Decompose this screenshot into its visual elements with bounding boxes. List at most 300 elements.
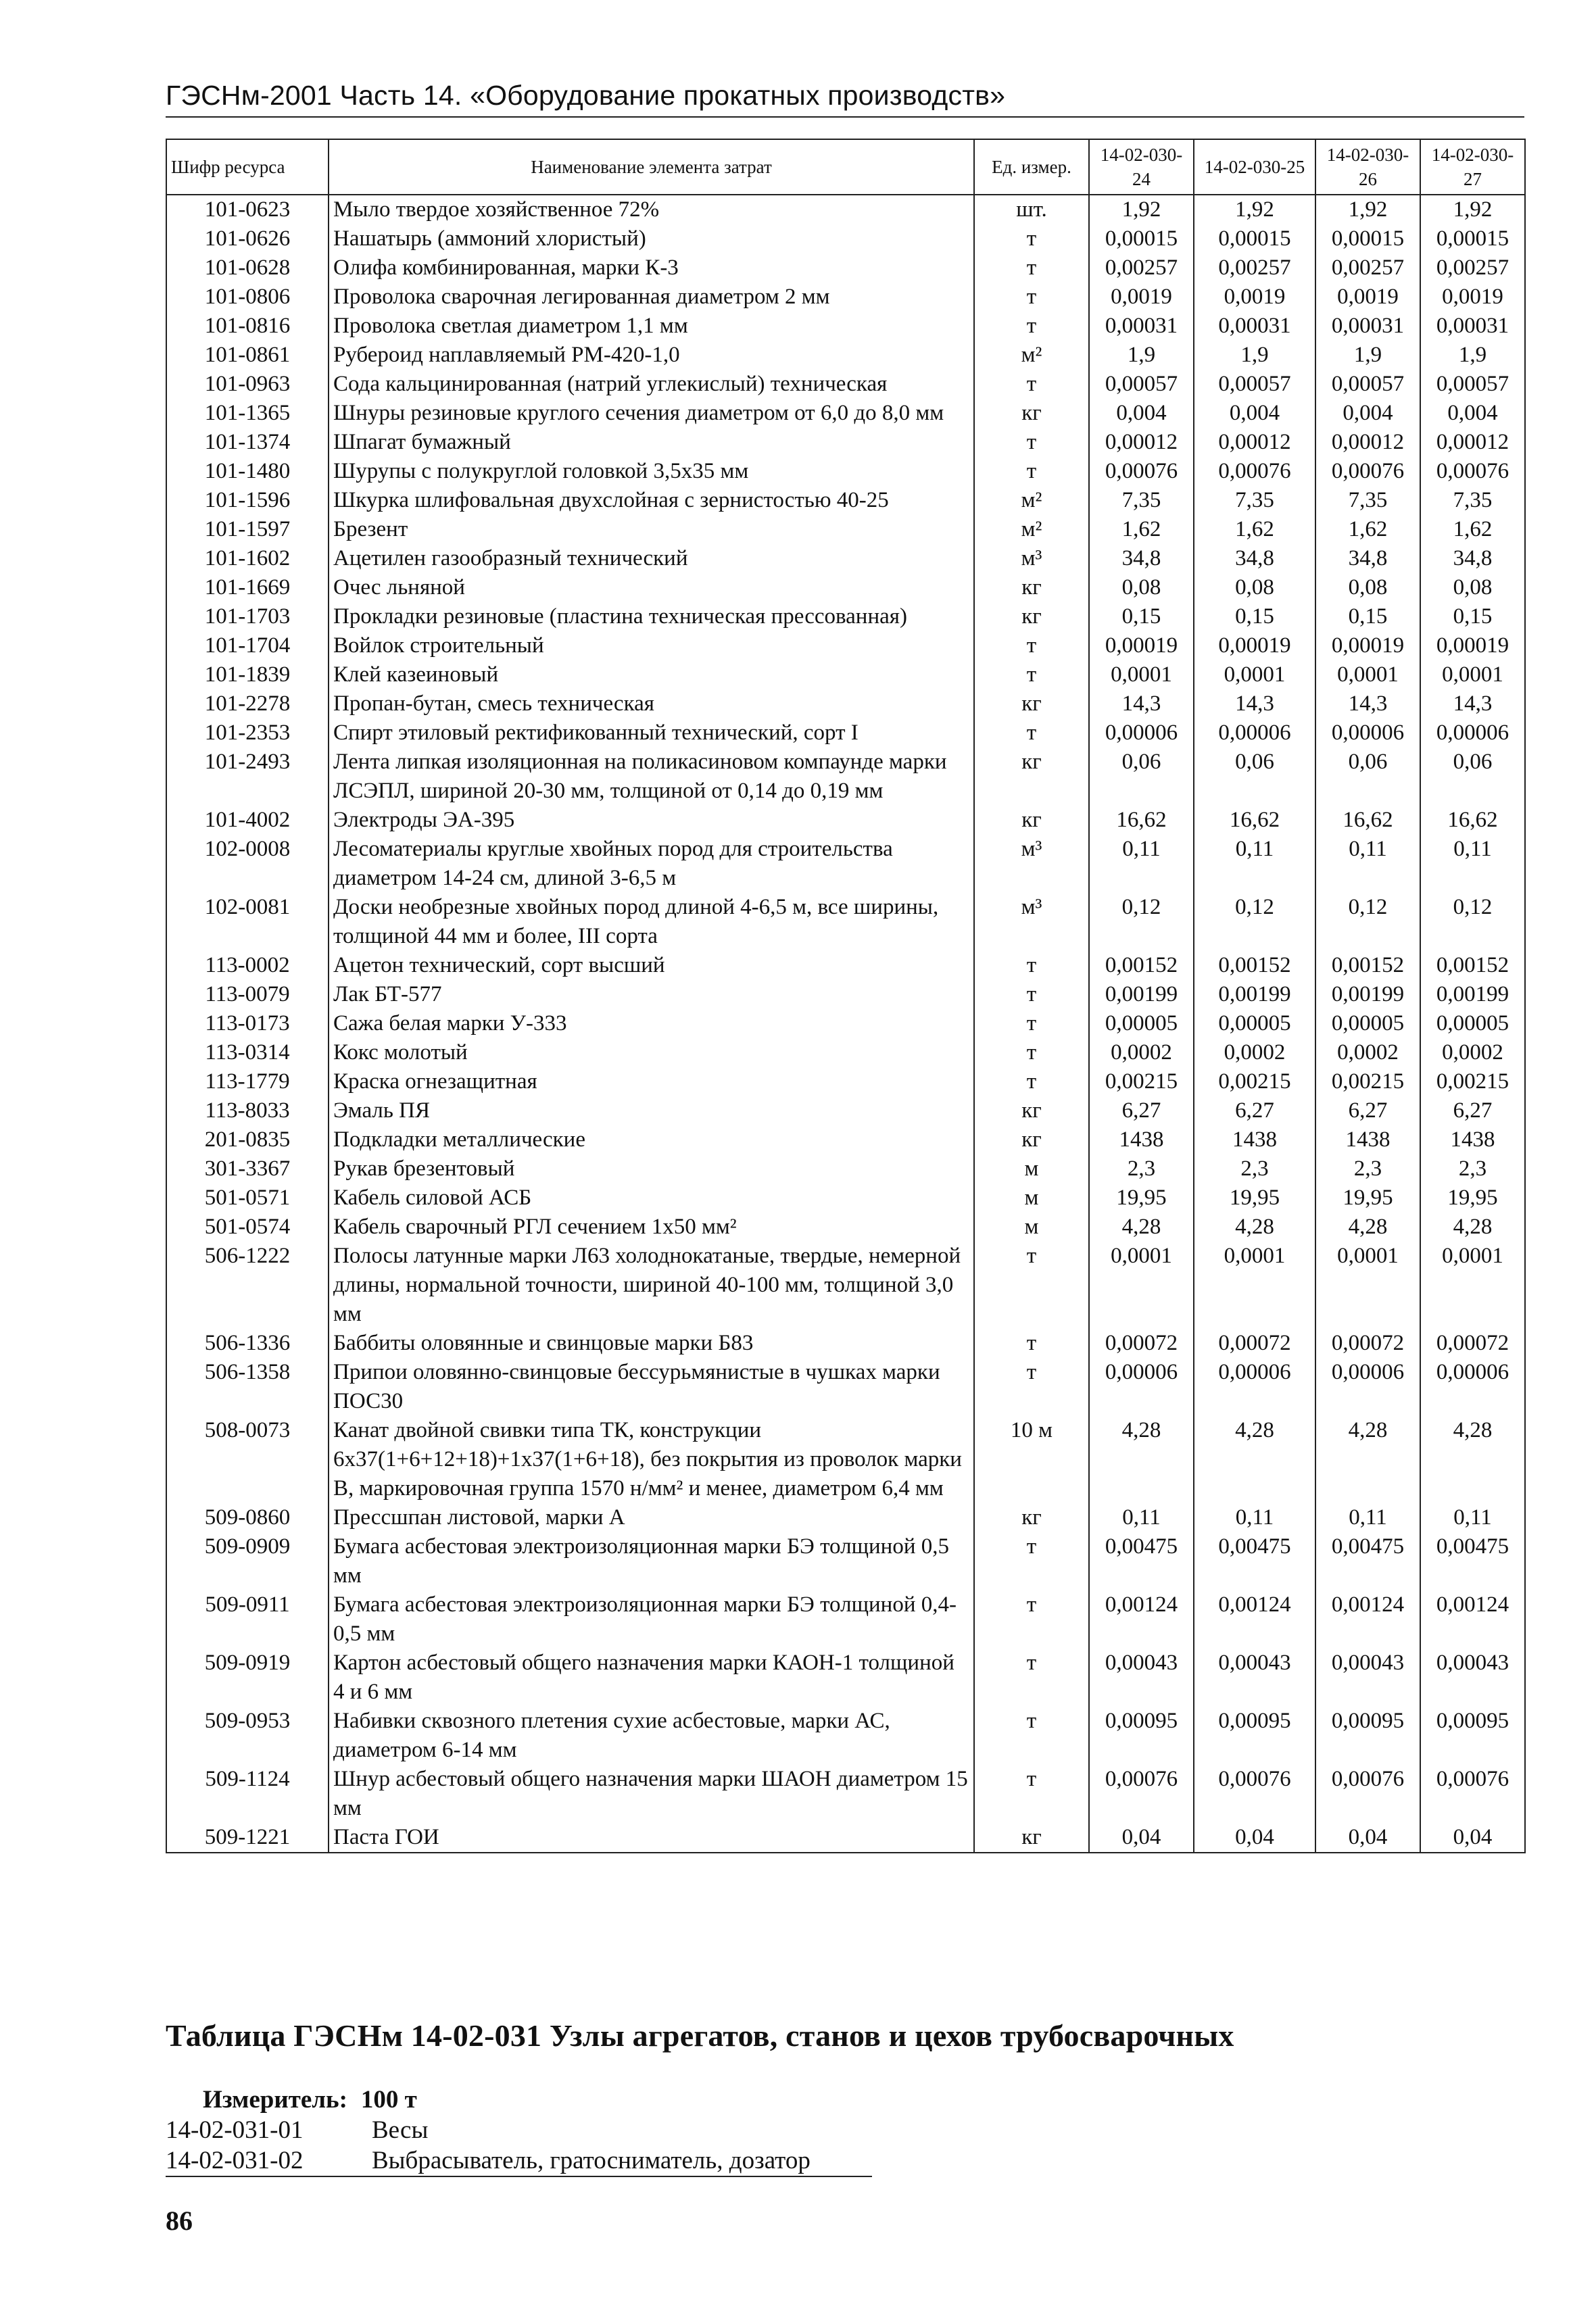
- value-col2: 0,00012: [1194, 428, 1315, 457]
- resource-unit: м²: [974, 515, 1089, 544]
- value-col1: 0,00152: [1089, 951, 1194, 980]
- resource-unit: шт.: [974, 195, 1089, 224]
- resource-unit: т: [974, 1532, 1089, 1590]
- value-col2: 0,08: [1194, 573, 1315, 602]
- value-col2: 14,3: [1194, 689, 1315, 718]
- value-col3: 0,00199: [1315, 980, 1420, 1009]
- value-col2: 0,00005: [1194, 1009, 1315, 1038]
- resource-table: [166, 139, 1526, 1853]
- value-col3: 0,00475: [1315, 1532, 1420, 1590]
- resource-code: 101-1669: [166, 573, 329, 602]
- resource-unit: кг: [974, 1096, 1089, 1125]
- table-row: [166, 1009, 1525, 1038]
- value-col2: 0,00006: [1194, 1358, 1315, 1416]
- table-row: [166, 283, 1525, 312]
- subtable-code: 14-02-031-02: [166, 2147, 304, 2174]
- subtable-code: 14-02-031-01: [166, 2116, 304, 2144]
- value-col4: 0,00124: [1420, 1590, 1525, 1649]
- resource-name: Ацетилен газообразный технический: [329, 544, 974, 573]
- resource-code: 101-0623: [166, 195, 329, 224]
- table-row: [166, 1213, 1525, 1242]
- subtable-name: Выбрасыватель, гратосниматель, дозатор: [372, 2147, 811, 2174]
- value-col1: 0,00031: [1089, 312, 1194, 341]
- value-col2: 0,00199: [1194, 980, 1315, 1009]
- table-header-row: [166, 139, 1525, 195]
- value-col4: 1,9: [1420, 341, 1525, 370]
- resource-name: Рукав брезентовый: [329, 1154, 974, 1184]
- resource-unit: т: [974, 1067, 1089, 1096]
- resource-unit: т: [974, 1358, 1089, 1416]
- value-col3: 0,06: [1315, 748, 1420, 806]
- table-body: [166, 195, 1525, 1853]
- resource-code: 101-1704: [166, 631, 329, 660]
- resource-name: Кокс молотый: [329, 1038, 974, 1067]
- resource-code: 509-0909: [166, 1532, 329, 1590]
- subtable-row: [166, 2116, 428, 2145]
- value-col4: 1,92: [1420, 195, 1525, 224]
- resource-unit: кг: [974, 573, 1089, 602]
- value-col3: 0,11: [1315, 835, 1420, 893]
- resource-name: Канат двойной свивки типа ТК, конструкции 6x37(1+6+12+18)+1x37(1+6+18), без покрытия из проволок марки В, маркировочная группа 1570 н/мм² и менее, диаметром 6,4 мм: [329, 1416, 974, 1503]
- resource-code: 101-1602: [166, 544, 329, 573]
- value-col3: 0,00031: [1315, 312, 1420, 341]
- meter-value: 100 т: [360, 2086, 417, 2114]
- resource-code: 509-0911: [166, 1590, 329, 1649]
- value-col4: 14,3: [1420, 689, 1525, 718]
- value-col4: 4,28: [1420, 1213, 1525, 1242]
- value-col1: 0,00015: [1089, 224, 1194, 253]
- value-col3: 0,11: [1315, 1503, 1420, 1532]
- resource-unit: т: [974, 457, 1089, 486]
- resource-name: Кабель силовой АСБ: [329, 1184, 974, 1213]
- meter-label: Измеритель:: [203, 2086, 347, 2114]
- resource-code: 201-0835: [166, 1125, 329, 1154]
- value-col2: 0,00475: [1194, 1532, 1315, 1590]
- value-col2: 0,00006: [1194, 718, 1315, 748]
- resource-code: 101-2278: [166, 689, 329, 718]
- resource-name: Краска огнезащитная: [329, 1067, 974, 1096]
- value-col1: 1,92: [1089, 195, 1194, 224]
- resource-unit: м²: [974, 486, 1089, 515]
- value-col1: 0,00124: [1089, 1590, 1194, 1649]
- value-col3: 0,00257: [1315, 253, 1420, 283]
- resource-name: Шпагат бумажный: [329, 428, 974, 457]
- value-col4: 0,0002: [1420, 1038, 1525, 1067]
- table-row: [166, 1765, 1525, 1823]
- value-col1: 0,0001: [1089, 660, 1194, 689]
- resource-code: 102-0008: [166, 835, 329, 893]
- resource-code: 113-8033: [166, 1096, 329, 1125]
- resource-code: 101-1703: [166, 602, 329, 631]
- value-col4: 0,00006: [1420, 718, 1525, 748]
- value-col2: 0,0001: [1194, 660, 1315, 689]
- resource-code: 509-1221: [166, 1823, 329, 1853]
- value-col1: 0,00006: [1089, 718, 1194, 748]
- resource-unit: м³: [974, 893, 1089, 951]
- resource-code: 506-1222: [166, 1242, 329, 1329]
- running-header: ГЭСНм-2001 Часть 14. «Оборудование прокатных производств»: [166, 80, 1006, 111]
- resource-unit: м: [974, 1213, 1089, 1242]
- value-col3: 1438: [1315, 1125, 1420, 1154]
- resource-name: Ацетон технический, сорт высший: [329, 951, 974, 980]
- value-col3: 0,08: [1315, 573, 1420, 602]
- value-col2: 16,62: [1194, 806, 1315, 835]
- value-col3: 4,28: [1315, 1213, 1420, 1242]
- resource-code: 113-0002: [166, 951, 329, 980]
- value-col4: 0,00006: [1420, 1358, 1525, 1416]
- value-col1: 0,00005: [1089, 1009, 1194, 1038]
- value-col4: 0,11: [1420, 1503, 1525, 1532]
- value-col2: 0,00095: [1194, 1707, 1315, 1765]
- resource-name: Сажа белая марки У-333: [329, 1009, 974, 1038]
- resource-name: Подкладки металлические: [329, 1125, 974, 1154]
- resource-code: 501-0574: [166, 1213, 329, 1242]
- value-col3: 0,00012: [1315, 428, 1420, 457]
- value-col3: 0,04: [1315, 1823, 1420, 1853]
- value-col1: 0,06: [1089, 748, 1194, 806]
- value-col4: 4,28: [1420, 1416, 1525, 1503]
- resource-unit: 10 м: [974, 1416, 1089, 1503]
- value-col2: 0,00043: [1194, 1649, 1315, 1707]
- resource-unit: т: [974, 1765, 1089, 1823]
- resource-unit: кг: [974, 748, 1089, 806]
- value-col1: 4,28: [1089, 1213, 1194, 1242]
- value-col4: 6,27: [1420, 1096, 1525, 1125]
- resource-unit: т: [974, 1329, 1089, 1358]
- resource-code: 101-0861: [166, 341, 329, 370]
- resource-unit: т: [974, 1038, 1089, 1067]
- value-col1: 0,00076: [1089, 1765, 1194, 1823]
- value-col4: 0,00012: [1420, 428, 1525, 457]
- resource-code: 101-1374: [166, 428, 329, 457]
- value-col2: 6,27: [1194, 1096, 1315, 1125]
- resource-name: Брезент: [329, 515, 974, 544]
- value-col4: 2,3: [1420, 1154, 1525, 1184]
- resource-code: 101-1596: [166, 486, 329, 515]
- value-col3: 0,00215: [1315, 1067, 1420, 1096]
- resource-name: Шнур асбестовый общего назначения марки ШАОН диаметром 15 мм: [329, 1765, 974, 1823]
- resource-code: 102-0081: [166, 893, 329, 951]
- value-col1: 19,95: [1089, 1184, 1194, 1213]
- value-col2: 0,00019: [1194, 631, 1315, 660]
- value-col1: 0,00072: [1089, 1329, 1194, 1358]
- table-row: [166, 689, 1525, 718]
- resource-code: 508-0073: [166, 1416, 329, 1503]
- table-row: [166, 1154, 1525, 1184]
- resource-code: 113-0314: [166, 1038, 329, 1067]
- value-col1: 0,00095: [1089, 1707, 1194, 1765]
- resource-unit: т: [974, 312, 1089, 341]
- resource-name: Бумага асбестовая электроизоляционная марки БЭ толщиной 0,5 мм: [329, 1532, 974, 1590]
- value-col4: 0,00257: [1420, 253, 1525, 283]
- value-col1: 34,8: [1089, 544, 1194, 573]
- value-col3: 4,28: [1315, 1416, 1420, 1503]
- value-col4: 0,00215: [1420, 1067, 1525, 1096]
- table-row: [166, 544, 1525, 573]
- resource-name: Бумага асбестовая электроизоляционная марки БЭ толщиной 0,4-0,5 мм: [329, 1590, 974, 1649]
- resource-code: 101-0963: [166, 370, 329, 399]
- value-col2: 4,28: [1194, 1213, 1315, 1242]
- value-col4: 0,00152: [1420, 951, 1525, 980]
- resource-code: 113-1779: [166, 1067, 329, 1096]
- value-col1: 0,11: [1089, 1503, 1194, 1532]
- resource-unit: т: [974, 283, 1089, 312]
- value-col3: 1,9: [1315, 341, 1420, 370]
- value-col1: 0,00019: [1089, 631, 1194, 660]
- value-col3: 0,0019: [1315, 283, 1420, 312]
- resource-name: Доски необрезные хвойных пород длиной 4-6,5 м, все ширины, толщиной 44 мм и более, III сорта: [329, 893, 974, 951]
- value-col2: 34,8: [1194, 544, 1315, 573]
- value-col1: 0,11: [1089, 835, 1194, 893]
- table-row: [166, 660, 1525, 689]
- resource-code: 113-0079: [166, 980, 329, 1009]
- resource-name: Мыло твердое хозяйственное 72%: [329, 195, 974, 224]
- resource-code: 101-1365: [166, 399, 329, 428]
- value-col3: 0,00006: [1315, 718, 1420, 748]
- table-row: [166, 195, 1525, 224]
- value-col4: 0,00031: [1420, 312, 1525, 341]
- resource-unit: т: [974, 951, 1089, 980]
- table-row: [166, 1707, 1525, 1765]
- table-row: [166, 370, 1525, 399]
- value-col3: 7,35: [1315, 486, 1420, 515]
- value-col2: 0,00215: [1194, 1067, 1315, 1096]
- value-col1: 0,0019: [1089, 283, 1194, 312]
- resource-name: Паста ГОИ: [329, 1823, 974, 1853]
- value-col4: 0,00072: [1420, 1329, 1525, 1358]
- value-col4: 0,00019: [1420, 631, 1525, 660]
- resource-unit: м³: [974, 544, 1089, 573]
- resource-unit: т: [974, 718, 1089, 748]
- table-row: [166, 602, 1525, 631]
- resource-unit: т: [974, 428, 1089, 457]
- header-col3: 14-02-030-26: [1315, 139, 1420, 195]
- value-col3: 0,00072: [1315, 1329, 1420, 1358]
- table-row: [166, 457, 1525, 486]
- resource-name: Проволока сварочная легированная диаметром 2 мм: [329, 283, 974, 312]
- resource-name: Прессшпан листовой, марки А: [329, 1503, 974, 1532]
- resource-code: 506-1336: [166, 1329, 329, 1358]
- value-col2: 0,00031: [1194, 312, 1315, 341]
- value-col1: 1438: [1089, 1125, 1194, 1154]
- value-col4: 0,0001: [1420, 660, 1525, 689]
- resource-code: 101-0806: [166, 283, 329, 312]
- value-col3: 0,00076: [1315, 457, 1420, 486]
- value-col3: 0,00019: [1315, 631, 1420, 660]
- resource-unit: т: [974, 1590, 1089, 1649]
- value-col3: 34,8: [1315, 544, 1420, 573]
- value-col1: 0,08: [1089, 573, 1194, 602]
- value-col4: 19,95: [1420, 1184, 1525, 1213]
- value-col4: 0,00015: [1420, 224, 1525, 253]
- value-col2: 0,00124: [1194, 1590, 1315, 1649]
- resource-code: 509-0919: [166, 1649, 329, 1707]
- table-row: [166, 1067, 1525, 1096]
- table-row: [166, 399, 1525, 428]
- value-col4: 7,35: [1420, 486, 1525, 515]
- resource-unit: т: [974, 370, 1089, 399]
- value-col2: 0,00152: [1194, 951, 1315, 980]
- resource-name: Рубероид наплавляемый РМ-420-1,0: [329, 341, 974, 370]
- value-col3: 0,0001: [1315, 1242, 1420, 1329]
- table-row: [166, 631, 1525, 660]
- resource-code: 113-0173: [166, 1009, 329, 1038]
- value-col3: 0,00006: [1315, 1358, 1420, 1416]
- table-row: [166, 1096, 1525, 1125]
- table-row: [166, 980, 1525, 1009]
- resource-name: Набивки сквозного плетения сухие асбестовые, марки АС, диаметром 6-14 мм: [329, 1707, 974, 1765]
- value-col2: 0,00015: [1194, 224, 1315, 253]
- value-col2: 0,00257: [1194, 253, 1315, 283]
- resource-unit: м²: [974, 341, 1089, 370]
- value-col3: 0,15: [1315, 602, 1420, 631]
- resource-unit: т: [974, 631, 1089, 660]
- table-row: [166, 1532, 1525, 1590]
- resource-code: 506-1358: [166, 1358, 329, 1416]
- value-col2: 1,9: [1194, 341, 1315, 370]
- table-row: [166, 1184, 1525, 1213]
- value-col1: 14,3: [1089, 689, 1194, 718]
- value-col4: 1,62: [1420, 515, 1525, 544]
- resource-name: Клей казеиновый: [329, 660, 974, 689]
- resource-name: Припои оловянно-свинцовые бессурьмянистые в чушках марки ПОС30: [329, 1358, 974, 1416]
- section-title: Таблица ГЭСНм 14-02-031 Узлы агрегатов, станов и цехов трубосварочных: [166, 2018, 1234, 2053]
- value-col4: 0,00199: [1420, 980, 1525, 1009]
- value-col3: 0,00124: [1315, 1590, 1420, 1649]
- value-col2: 1,62: [1194, 515, 1315, 544]
- resource-unit: кг: [974, 806, 1089, 835]
- value-col1: 0,12: [1089, 893, 1194, 951]
- table-row: [166, 1823, 1525, 1853]
- value-col2: 0,004: [1194, 399, 1315, 428]
- value-col1: 0,00199: [1089, 980, 1194, 1009]
- value-col1: 0,00215: [1089, 1067, 1194, 1096]
- value-col1: 0,00076: [1089, 457, 1194, 486]
- value-col2: 7,35: [1194, 486, 1315, 515]
- resource-code: 101-2493: [166, 748, 329, 806]
- resource-name: Проволока светлая диаметром 1,1 мм: [329, 312, 974, 341]
- value-col3: 0,00152: [1315, 951, 1420, 980]
- value-col1: 1,9: [1089, 341, 1194, 370]
- value-col4: 0,12: [1420, 893, 1525, 951]
- resource-name: Лак БТ-577: [329, 980, 974, 1009]
- resource-code: 509-0953: [166, 1707, 329, 1765]
- resource-code: 101-1480: [166, 457, 329, 486]
- resource-name: Прокладки резиновые (пластина техническая прессованная): [329, 602, 974, 631]
- value-col2: 4,28: [1194, 1416, 1315, 1503]
- value-col1: 0,00257: [1089, 253, 1194, 283]
- resource-name: Кабель сварочный РГЛ сечением 1x50 мм²: [329, 1213, 974, 1242]
- value-col1: 0,004: [1089, 399, 1194, 428]
- subtable-name: Весы: [372, 2116, 429, 2144]
- table-row: [166, 1125, 1525, 1154]
- header-unit: Ед. измер.: [974, 139, 1089, 195]
- resource-name: Войлок строительный: [329, 631, 974, 660]
- value-col1: 1,62: [1089, 515, 1194, 544]
- value-col3: 6,27: [1315, 1096, 1420, 1125]
- value-col1: 0,0001: [1089, 1242, 1194, 1329]
- resource-code: 101-1839: [166, 660, 329, 689]
- resource-unit: кг: [974, 1125, 1089, 1154]
- resource-unit: м³: [974, 835, 1089, 893]
- value-col4: 0,00057: [1420, 370, 1525, 399]
- value-col2: 0,12: [1194, 893, 1315, 951]
- resource-unit: т: [974, 224, 1089, 253]
- value-col3: 0,004: [1315, 399, 1420, 428]
- table-row: [166, 515, 1525, 544]
- resource-code: 509-0860: [166, 1503, 329, 1532]
- table-row: [166, 573, 1525, 602]
- value-col1: 7,35: [1089, 486, 1194, 515]
- resource-unit: т: [974, 1707, 1089, 1765]
- bottom-rule: [166, 2176, 872, 2177]
- resource-code: 101-1597: [166, 515, 329, 544]
- table-row: [166, 1038, 1525, 1067]
- value-col3: 16,62: [1315, 806, 1420, 835]
- value-col3: 0,00043: [1315, 1649, 1420, 1707]
- value-col4: 0,06: [1420, 748, 1525, 806]
- header-col4: 14-02-030-27: [1420, 139, 1525, 195]
- resource-name: Электроды ЭА-395: [329, 806, 974, 835]
- resource-unit: т: [974, 1242, 1089, 1329]
- value-col3: 0,00005: [1315, 1009, 1420, 1038]
- table-row: [166, 253, 1525, 283]
- table-row: [166, 224, 1525, 253]
- resource-name: Полосы латунные марки Л63 холоднокатаные, твердые, немерной длины, нормальной точности, шириной 40-100 мм, толщиной 3,0 мм: [329, 1242, 974, 1329]
- header-col2: 14-02-030-25: [1194, 139, 1315, 195]
- resource-code: 101-2353: [166, 718, 329, 748]
- value-col4: 0,15: [1420, 602, 1525, 631]
- value-col3: 0,00095: [1315, 1707, 1420, 1765]
- value-col3: 19,95: [1315, 1184, 1420, 1213]
- resource-unit: кг: [974, 399, 1089, 428]
- value-col3: 0,0001: [1315, 660, 1420, 689]
- value-col2: 0,11: [1194, 835, 1315, 893]
- resource-name: Картон асбестовый общего назначения марки КАОН-1 толщиной 4 и 6 мм: [329, 1649, 974, 1707]
- resource-name: Лесоматериалы круглые хвойных пород для строительства диаметром 14-24 см, длиной 3-6,5 м: [329, 835, 974, 893]
- value-col4: 0,08: [1420, 573, 1525, 602]
- value-col3: 0,00057: [1315, 370, 1420, 399]
- value-col2: 0,00057: [1194, 370, 1315, 399]
- value-col2: 0,0002: [1194, 1038, 1315, 1067]
- value-col4: 0,00095: [1420, 1707, 1525, 1765]
- value-col2: 0,11: [1194, 1503, 1315, 1532]
- resource-name: Шкурка шлифовальная двухслойная с зернистостью 40-25: [329, 486, 974, 515]
- resource-unit: т: [974, 1009, 1089, 1038]
- value-col1: 2,3: [1089, 1154, 1194, 1184]
- resource-name: Спирт этиловый ректификованный технический, сорт I: [329, 718, 974, 748]
- table-row: [166, 1649, 1525, 1707]
- value-col4: 0,0001: [1420, 1242, 1525, 1329]
- resource-unit: кг: [974, 602, 1089, 631]
- value-col2: 0,06: [1194, 748, 1315, 806]
- value-col2: 2,3: [1194, 1154, 1315, 1184]
- table-row: [166, 428, 1525, 457]
- value-col2: 0,00076: [1194, 457, 1315, 486]
- resource-name: Сода кальцинированная (натрий углекислый) техническая: [329, 370, 974, 399]
- value-col1: 0,0002: [1089, 1038, 1194, 1067]
- resource-unit: м: [974, 1184, 1089, 1213]
- resource-code: 101-0628: [166, 253, 329, 283]
- value-col4: 0,004: [1420, 399, 1525, 428]
- resource-unit: т: [974, 980, 1089, 1009]
- resource-unit: м: [974, 1154, 1089, 1184]
- value-col4: 0,00076: [1420, 1765, 1525, 1823]
- table-row: [166, 341, 1525, 370]
- resource-unit: кг: [974, 1503, 1089, 1532]
- value-col4: 0,04: [1420, 1823, 1525, 1853]
- subtable-row: [166, 2146, 811, 2175]
